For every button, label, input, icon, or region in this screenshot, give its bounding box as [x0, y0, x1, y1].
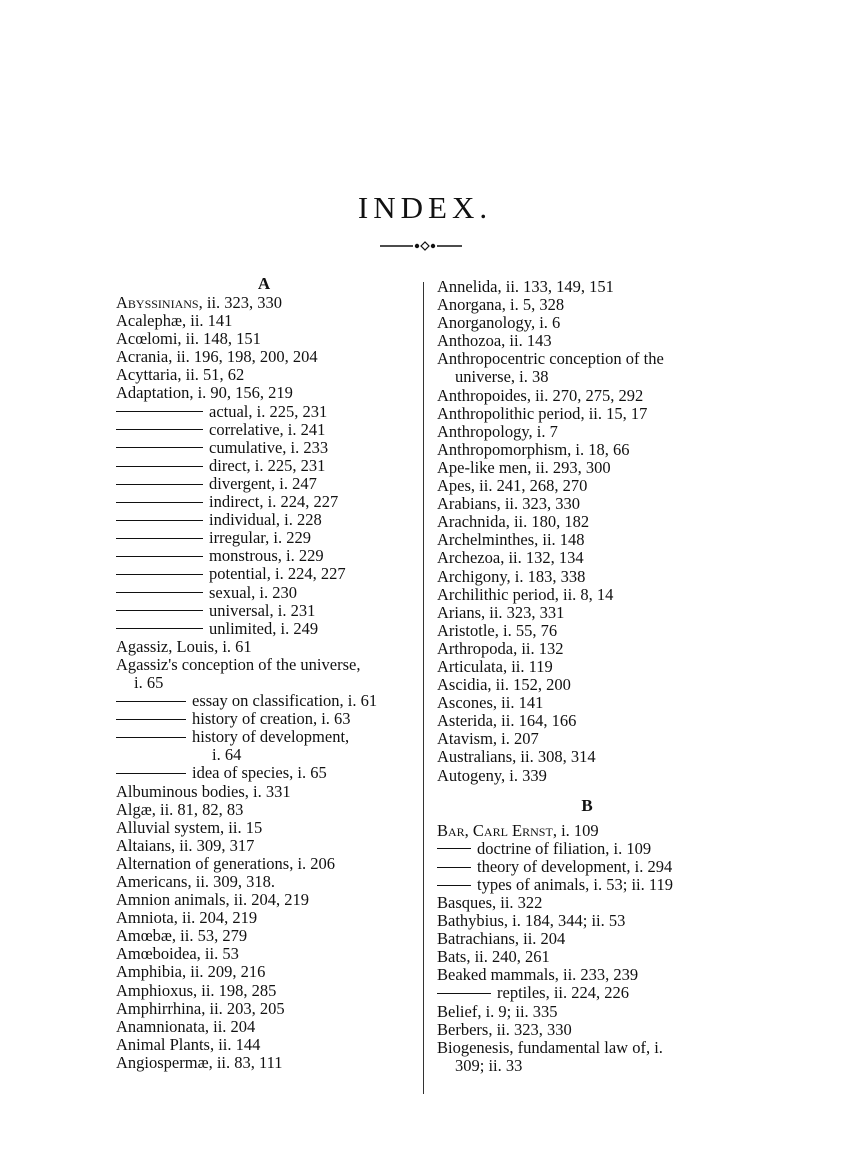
entry-refs: , ii. 196, 198, 200, 204	[168, 347, 318, 367]
index-entry	[116, 909, 412, 927]
index-entry	[116, 982, 412, 1000]
index-entry	[437, 676, 737, 694]
entry-term: Archezoa	[437, 548, 501, 568]
index-entry	[437, 912, 737, 930]
section-letter-b: B	[581, 795, 593, 815]
entry-refs: , ii. 204	[514, 929, 566, 949]
index-subentry	[116, 692, 412, 710]
entry-refs: , i. 109	[552, 820, 599, 840]
entry-refs: , ii. 51, 62	[177, 365, 245, 385]
subentry-dash	[437, 848, 471, 849]
index-entry	[437, 586, 737, 604]
entry-refs: , i. 207	[492, 729, 539, 749]
index-entry	[437, 1003, 737, 1021]
index-subentry	[437, 840, 737, 858]
entry-refs: , ii. 203, 205	[201, 998, 285, 1018]
subentry-text: actual, i. 225, 231	[209, 401, 328, 421]
entry-refs: , ii. 141	[492, 693, 544, 713]
subentry-text: doctrine of filiation, i. 109	[477, 838, 652, 858]
index-entry	[116, 945, 412, 963]
entry-refs: , i. 55, 76	[494, 620, 558, 640]
subentry-text: cumulative, i. 233	[209, 437, 329, 457]
entry-refs: , ii. 132	[513, 638, 564, 658]
entry-refs: , ii. 8, 14	[554, 584, 614, 604]
index-entry	[437, 278, 737, 296]
index-entry	[437, 477, 737, 495]
subentry-dash	[116, 719, 186, 720]
entry-term: Ape-like men	[437, 457, 528, 477]
index-entry	[437, 694, 737, 712]
entry-refs: , ii. 152, 200	[487, 675, 571, 695]
subentry-text: unlimited, i. 249	[209, 618, 319, 638]
subentry-text: correlative, i. 241	[209, 419, 326, 439]
index-entry	[116, 348, 412, 366]
index-entry	[437, 604, 737, 622]
subentry-dash	[116, 592, 203, 593]
entry-term: Atavism	[437, 729, 493, 749]
subentry-dash	[116, 447, 203, 448]
index-entry	[437, 712, 737, 730]
column-divider	[423, 282, 424, 1094]
subentry-dash	[116, 520, 203, 521]
entry-refs: , ii. 308, 314	[512, 747, 596, 767]
entry-term: Apes	[437, 476, 471, 496]
index-entry	[116, 294, 412, 312]
entry-continuation: 309; ii. 33	[455, 1055, 523, 1075]
index-entry	[116, 891, 412, 909]
entry-term: Belief	[437, 1001, 478, 1021]
entry-term: Bathybius	[437, 911, 504, 931]
entry-refs: , ii. 53	[196, 944, 239, 964]
index-subentry	[116, 439, 412, 457]
entry-term: Acalephæ	[116, 311, 182, 331]
index-entry	[437, 423, 737, 441]
index-subentry	[116, 710, 412, 728]
index-subentry	[116, 511, 412, 529]
index-column-left	[116, 272, 412, 1072]
index-entry	[437, 459, 737, 477]
index-subentry	[116, 764, 412, 782]
index-entry	[437, 549, 737, 567]
subentry-text: history of creation, i. 63	[192, 709, 351, 729]
subentry-text: monstrous, i. 229	[209, 546, 324, 566]
entry-term: Anorgana	[437, 295, 502, 315]
index-entry	[116, 330, 412, 348]
index-column-right	[437, 278, 737, 1075]
index-entry	[437, 622, 737, 640]
entry-refs: , ii. 53, 279	[171, 926, 248, 946]
subentry-text: sexual, i. 230	[209, 582, 297, 602]
subentry-dash	[116, 466, 203, 467]
entry-refs: , ii. 132, 134	[500, 548, 584, 568]
entry-term: Batrachians	[437, 929, 515, 949]
subentry-text: reptiles, ii. 224, 226	[497, 983, 629, 1003]
index-entry	[437, 568, 737, 586]
index-entry	[437, 1039, 737, 1057]
entry-term: Ascones	[437, 693, 493, 713]
entry-term: Anamnionata	[116, 1016, 205, 1036]
entry-refs: , ii. 81, 82, 83	[151, 799, 244, 819]
index-entry	[116, 1018, 412, 1036]
subentry-dash	[437, 993, 491, 994]
entry-term: Articulata	[437, 656, 503, 676]
entry-term: Altaians	[116, 835, 171, 855]
subentry-text: indirect, i. 224, 227	[209, 492, 339, 512]
subentry-dash	[116, 773, 186, 774]
entry-term: Bar, Carl Ernst	[437, 820, 553, 840]
entry-refs: , i. 6	[530, 313, 561, 333]
subentry-text: direct, i. 225, 231	[209, 455, 326, 475]
subentry-dash	[116, 701, 186, 702]
subentry-dash	[116, 502, 203, 503]
entry-refs: , ii. 15, 17	[580, 403, 648, 423]
entry-term: Americans	[116, 872, 188, 891]
entry-term: Anthropomorphism	[437, 439, 568, 459]
entry-term: Anthropology	[437, 421, 529, 441]
title-ornament	[380, 240, 462, 252]
entry-term: Animal Plants	[116, 1034, 210, 1054]
index-subentry	[437, 876, 737, 894]
index-entry	[437, 296, 737, 314]
entry-refs: , ii. 148	[534, 530, 585, 550]
entry-term: Berbers	[437, 1019, 489, 1039]
index-entry	[116, 638, 412, 656]
entry-term: Biogenesis, fundamental law of, i.	[437, 1037, 663, 1057]
index-entry	[116, 384, 412, 402]
entry-refs: , ii. 119	[502, 656, 553, 676]
entry-refs: , i. 9; ii. 335	[477, 1001, 558, 1021]
entry-refs: , ii. 133, 149, 151	[497, 277, 614, 296]
entry-term: Bats	[437, 947, 467, 967]
entry-term: Amœbæ	[116, 926, 172, 946]
subentry-dash	[116, 411, 203, 412]
entry-refs: , ii. 322	[492, 893, 543, 912]
subentry-dash	[116, 556, 203, 557]
entry-term: Amœboidea	[116, 944, 197, 964]
entry-term: Amphioxus	[116, 980, 194, 1000]
entry-refs: , ii. 143	[501, 331, 552, 351]
index-entry	[116, 855, 412, 873]
index-entry	[116, 837, 412, 855]
index-entry	[437, 513, 737, 531]
entry-refs: , ii. 323, 330	[496, 494, 580, 514]
entry-refs: , ii. 204	[204, 1016, 256, 1036]
entry-refs: , ii. 309, 318.	[187, 872, 276, 891]
entry-term: Adaptation	[116, 383, 190, 403]
entry-refs: , ii. 148, 151	[177, 329, 261, 349]
entry-refs: , ii. 241, 268, 270	[470, 476, 588, 496]
entry-refs: , i. 183, 338	[506, 566, 586, 586]
index-entry	[437, 531, 737, 549]
subentry-text: history of development,	[192, 727, 350, 747]
entry-refs: , ii. 204, 219	[173, 908, 258, 928]
index-entry	[116, 1036, 412, 1054]
subentry-text: idea of species, i. 65	[192, 763, 327, 783]
index-entry	[116, 873, 412, 891]
entry-term: Amphibia	[116, 962, 182, 982]
entry-term: Aristotle	[437, 620, 495, 640]
index-entry	[437, 948, 737, 966]
entry-term: Algæ	[116, 799, 152, 819]
entry-term: Agassiz's conception of the universe,	[116, 654, 361, 674]
entry-term: Angiospermæ	[116, 1052, 209, 1072]
subentry-dash	[437, 867, 471, 868]
entry-continuation: i. 65	[134, 672, 164, 692]
index-subentry	[116, 565, 412, 583]
subentry-dash	[116, 484, 203, 485]
subentry-text: theory of development, i. 294	[477, 856, 673, 876]
index-entry	[116, 783, 412, 801]
index-subentry	[116, 728, 412, 746]
entry-refs: , ii. 209, 216	[182, 962, 266, 982]
entry-refs: , ii. 323, 331	[481, 602, 565, 622]
entry-refs: , i. 18, 66	[567, 439, 630, 459]
index-entry	[437, 930, 737, 948]
index-entry	[437, 387, 737, 405]
section-letter-a: A	[257, 274, 271, 293]
entry-term: Anthropoides	[437, 385, 527, 405]
subentry-text: divergent, i. 247	[209, 473, 317, 493]
index-subentry	[116, 403, 412, 421]
entry-term: Beaked mammals	[437, 965, 555, 985]
subentry-text: universal, i. 231	[209, 600, 316, 620]
index-entry	[116, 1000, 412, 1018]
index-entry	[437, 767, 737, 785]
entry-continuation: universe, i. 38	[455, 367, 549, 387]
index-entry	[116, 927, 412, 945]
index-entry	[437, 495, 737, 513]
index-entry	[437, 332, 737, 350]
index-entry	[437, 748, 737, 766]
subentry-dash	[116, 538, 203, 539]
index-entry	[437, 640, 737, 658]
index-entry	[437, 1021, 737, 1039]
entry-term: Acrania	[116, 347, 169, 367]
subentry-text: types of animals, i. 53; ii. 119	[477, 874, 673, 894]
entry-refs: , ii. 204, 219	[225, 890, 309, 910]
entry-term: Anthropolithic period	[437, 403, 581, 423]
index-subentry	[437, 858, 737, 876]
subentry-text: individual, i. 228	[209, 510, 322, 530]
entry-term: Basques	[437, 893, 492, 912]
entry-refs: , ii. 270, 275, 292	[526, 385, 644, 405]
entry-term: Acœlomi	[116, 329, 178, 349]
entry-term: Alluvial system	[116, 817, 221, 837]
entry-refs: , ii. 309, 317	[171, 835, 255, 855]
subentry-text: irregular, i. 229	[209, 528, 311, 548]
entry-refs: , ii. 233, 239	[554, 965, 639, 985]
index-subentry	[116, 547, 412, 565]
index-entry	[116, 1054, 412, 1072]
subentry-text: essay on classification, i. 61	[192, 691, 378, 711]
entry-term: Archilithic period	[437, 584, 555, 604]
index-subentry	[116, 493, 412, 511]
entry-term: Annelida	[437, 277, 498, 296]
entry-refs: , ii. 323, 330	[488, 1019, 572, 1039]
index-entry	[116, 963, 412, 981]
entry-term: Archigony	[437, 566, 507, 586]
entry-term: Arabians	[437, 494, 497, 514]
entry-term: Agassiz, Louis	[116, 636, 215, 656]
entry-refs: , i. 331	[244, 781, 291, 801]
entry-refs: , ii. 240, 261	[466, 947, 550, 967]
index-subentry	[116, 457, 412, 475]
page-title: INDEX.	[357, 190, 493, 225]
entry-refs: , ii. 144	[209, 1034, 261, 1054]
index-entry	[437, 441, 737, 459]
subentry-dash	[116, 610, 203, 611]
entry-term: Amphirrhina	[116, 998, 202, 1018]
entry-term: Anthropocentric conception of the	[437, 349, 664, 369]
entry-refs: , ii. 198, 285	[193, 980, 277, 1000]
index-entry	[116, 312, 412, 330]
entry-continuation: i. 64	[212, 745, 242, 765]
entry-refs: , i. 206	[289, 853, 336, 873]
entry-term: Australians	[437, 747, 513, 767]
entry-term: Archelminthes	[437, 530, 535, 550]
subentry-text: potential, i. 224, 227	[209, 564, 346, 584]
entry-refs: , i. 90, 156, 219	[189, 383, 293, 403]
index-entry	[437, 822, 737, 840]
entry-term: Asterida	[437, 711, 493, 731]
entry-term: Ascidia	[437, 675, 488, 695]
entry-term: Anorganology	[437, 313, 531, 333]
index-subentry	[116, 421, 412, 439]
index-entry	[437, 405, 737, 423]
index-entry	[116, 801, 412, 819]
index-entry	[437, 658, 737, 676]
entry-refs: , ii. 141	[181, 311, 233, 331]
subentry-dash	[116, 574, 203, 575]
index-entry	[116, 366, 412, 384]
entry-refs: , ii. 164, 166	[492, 711, 577, 731]
index-subentry	[116, 475, 412, 493]
index-entry	[437, 966, 737, 984]
index-subentry	[116, 620, 412, 638]
index-subentry	[116, 529, 412, 547]
subentry-dash	[437, 885, 471, 886]
index-entry	[116, 656, 412, 674]
entry-refs: , ii. 15	[220, 817, 263, 837]
entry-term: Arians	[437, 602, 481, 622]
entry-refs: , i. 61	[214, 636, 252, 656]
subentry-dash	[116, 628, 203, 629]
entry-refs: , i. 7	[528, 421, 558, 441]
entry-term: Albuminous bodies	[116, 781, 245, 801]
entry-term: Arthropoda	[437, 638, 514, 658]
index-entry	[116, 819, 412, 837]
entry-term: Abyssinians	[116, 293, 199, 312]
entry-refs: , ii. 323, 330	[198, 293, 283, 312]
entry-term: Acyttaria	[116, 365, 178, 385]
entry-term: Anthozoa	[437, 331, 502, 351]
entry-refs: , ii. 180, 182	[505, 512, 590, 532]
index-entry	[437, 350, 737, 368]
index-subentry	[116, 584, 412, 602]
subentry-dash	[116, 737, 186, 738]
entry-term: Autogeny	[437, 765, 502, 785]
entry-refs: , i. 339	[501, 765, 547, 785]
entry-refs: , ii. 83, 111	[208, 1052, 283, 1072]
subentry-dash	[116, 429, 203, 430]
index-entry	[437, 894, 737, 912]
entry-refs: , i. 5, 328	[501, 295, 565, 315]
entry-term: Amniota	[116, 908, 174, 928]
entry-refs: , i. 184, 344; ii. 53	[503, 911, 626, 931]
index-entry	[437, 730, 737, 748]
entry-term: Amnion animals	[116, 890, 226, 910]
entry-term: Arachnida	[437, 512, 506, 532]
index-subentry	[437, 984, 737, 1002]
index-subentry	[116, 602, 412, 620]
entry-refs: , ii. 293, 300	[527, 457, 611, 477]
entry-term: Alternation of generations	[116, 853, 290, 873]
index-entry	[437, 314, 737, 332]
